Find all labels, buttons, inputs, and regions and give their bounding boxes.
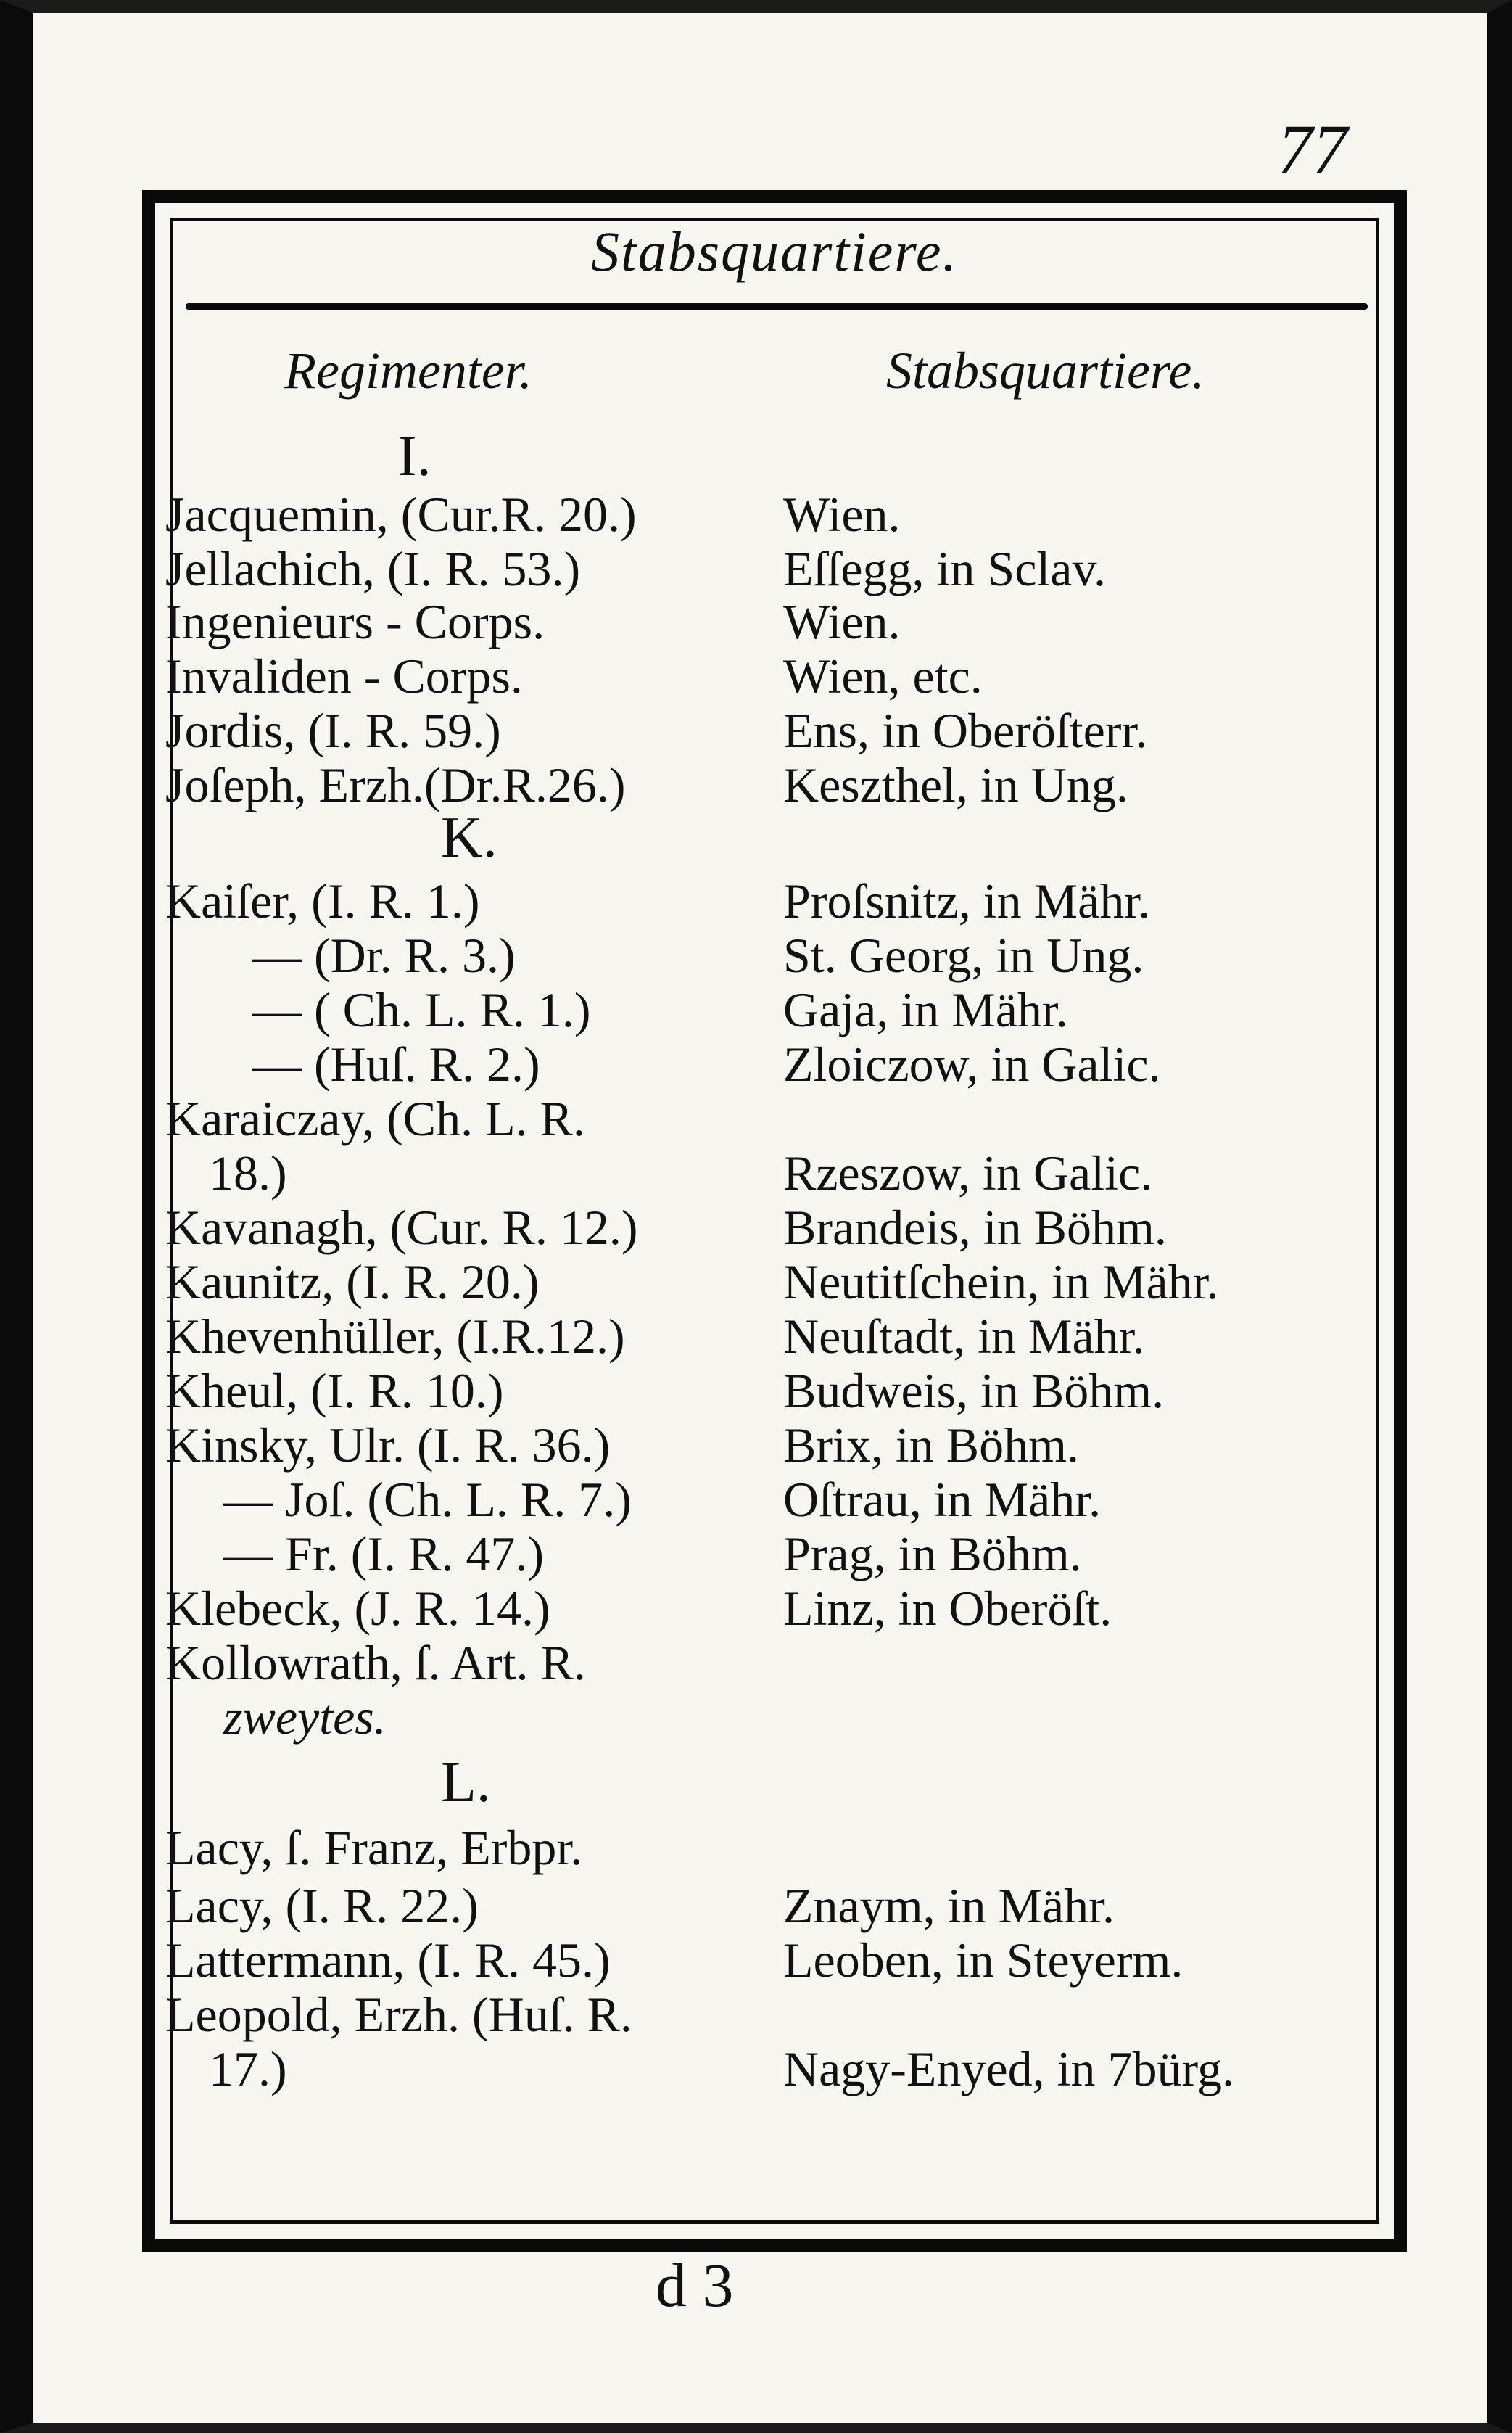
regiment-cell: 17.) bbox=[209, 2041, 287, 2096]
table-row bbox=[165, 1417, 1376, 1473]
headquarters-cell: Brandeis, in Böhm. bbox=[783, 1200, 1167, 1255]
table-row bbox=[165, 2041, 1376, 2097]
regiment-cell: Jacquemin, (Cur.R. 20.) bbox=[165, 487, 637, 542]
regiment-cell: Kinsky, Ulr. (I. R. 36.) bbox=[165, 1417, 611, 1473]
regiment-cell: Jellachich, (I. R. 53.) bbox=[165, 541, 581, 596]
headquarters-cell: Gaja, in Mähr. bbox=[783, 982, 1068, 1037]
table-row bbox=[165, 424, 1376, 488]
regiment-cell: K. bbox=[441, 806, 497, 870]
headquarters-cell: Wien. bbox=[783, 594, 901, 649]
table-row bbox=[165, 1932, 1376, 1988]
table-row bbox=[165, 1199, 1376, 1256]
regiment-cell: Kheul, (I. R. 10.) bbox=[165, 1363, 504, 1418]
table-row bbox=[165, 1090, 1376, 1147]
regiment-cell: Lattermann, (I. R. 45.) bbox=[165, 1932, 611, 1988]
headquarters-cell: Leoben, in Steyerm. bbox=[783, 1932, 1183, 1988]
header-rule bbox=[186, 303, 1368, 310]
table-row bbox=[165, 927, 1376, 984]
headquarters-cell: Budweis, in Böhm. bbox=[783, 1363, 1165, 1418]
table-row bbox=[165, 981, 1376, 1038]
table-row bbox=[165, 1986, 1376, 2043]
table-row bbox=[165, 540, 1376, 597]
regiment-cell: Kaunitz, (I. R. 20.) bbox=[165, 1254, 540, 1309]
table-row bbox=[165, 1362, 1376, 1419]
regiment-cell: Khevenhüller, (I.R.12.) bbox=[165, 1309, 625, 1364]
headquarters-cell: Wien, etc. bbox=[783, 649, 983, 704]
regiment-cell: Kavanagh, (Cur. R. 12.) bbox=[165, 1200, 638, 1255]
table-row bbox=[165, 1145, 1376, 1201]
regiment-cell: Lacy, ſ. Franz, Erbpr. bbox=[165, 1820, 583, 1875]
table-row bbox=[165, 1819, 1376, 1876]
table-row bbox=[165, 648, 1376, 704]
headquarters-cell: Ens, in Oberöſterr. bbox=[783, 703, 1148, 758]
headquarters-cell: Oſtrau, in Mähr. bbox=[783, 1472, 1102, 1527]
regiment-cell: L. bbox=[441, 1750, 491, 1814]
regiment-cell: Invaliden - Corps. bbox=[165, 649, 523, 704]
headquarters-cell: Eſſegg, in Sclav. bbox=[783, 541, 1107, 596]
table-row bbox=[165, 593, 1376, 650]
headquarters-cell: Proſsnitz, in Mähr. bbox=[783, 873, 1151, 929]
regiment-cell: Klebeck, (J. R. 14.) bbox=[165, 1581, 550, 1636]
headquarters-cell: Prag, in Böhm. bbox=[783, 1526, 1082, 1581]
regiment-cell: I. bbox=[397, 424, 431, 488]
column-header-regiments: Regimenter. bbox=[284, 342, 532, 400]
regiment-cell: Joſeph, Erzh.(Dr.R.26.) bbox=[165, 757, 626, 812]
table-row bbox=[165, 1689, 1376, 1745]
table-row bbox=[165, 1471, 1376, 1528]
table-row bbox=[165, 757, 1376, 813]
regiment-cell: Lacy, (I. R. 22.) bbox=[165, 1878, 479, 1933]
headquarters-cell: Rzeszow, in Galic. bbox=[783, 1145, 1153, 1201]
table-row bbox=[165, 873, 1376, 929]
headquarters-cell: Zloiczow, in Galic. bbox=[783, 1037, 1161, 1092]
headquarters-cell: Neutitſchein, in Mähr. bbox=[783, 1254, 1219, 1309]
regiment-cell: Ingenieurs - Corps. bbox=[165, 594, 545, 649]
table-row bbox=[165, 1634, 1376, 1691]
page-title: Stabsquartiere. bbox=[591, 220, 958, 283]
headquarters-cell: Brix, in Böhm. bbox=[783, 1417, 1080, 1473]
table-row bbox=[165, 1253, 1376, 1310]
headquarters-cell: Neuſtadt, in Mähr. bbox=[783, 1309, 1145, 1364]
regiment-cell: zweytes. bbox=[223, 1689, 387, 1745]
headquarters-cell: Wien. bbox=[783, 487, 901, 542]
regiment-cell: Karaiczay, (Ch. L. R. bbox=[165, 1091, 586, 1146]
regiment-cell: Kollowrath, ſ. Art. R. bbox=[165, 1635, 586, 1690]
table-row bbox=[165, 1036, 1376, 1092]
regiment-cell: — Joſ. (Ch. L. R. 7.) bbox=[223, 1472, 632, 1527]
page-number: 77 bbox=[1278, 110, 1347, 188]
table-row bbox=[165, 1526, 1376, 1582]
regiment-cell: Kaiſer, (I. R. 1.) bbox=[165, 873, 480, 929]
table-row bbox=[165, 1308, 1376, 1364]
regiment-cell: 18.) bbox=[209, 1145, 287, 1201]
headquarters-cell: St. Georg, in Ung. bbox=[783, 928, 1144, 983]
table-row bbox=[165, 1877, 1376, 1934]
table-row bbox=[165, 702, 1376, 759]
headquarters-cell: Linz, in Oberöſt. bbox=[783, 1581, 1112, 1636]
headquarters-cell: Znaym, in Mähr. bbox=[783, 1878, 1115, 1933]
headquarters-cell: Keszthel, in Ung. bbox=[783, 757, 1128, 812]
table-row bbox=[165, 486, 1376, 543]
table-row bbox=[165, 1750, 1376, 1814]
table-row bbox=[165, 806, 1376, 870]
column-header-headquarters: Stabsquartiere. bbox=[886, 342, 1205, 400]
signature-mark: d 3 bbox=[656, 2250, 734, 2320]
table-row bbox=[165, 1580, 1376, 1637]
regiment-cell: — (Dr. R. 3.) bbox=[252, 928, 516, 983]
regiment-cell: — Fr. (I. R. 47.) bbox=[223, 1526, 544, 1581]
regiment-cell: — (Huſ. R. 2.) bbox=[252, 1037, 540, 1092]
headquarters-cell: Nagy-Enyed, in 7bürg. bbox=[783, 2041, 1234, 2096]
regiment-cell: — ( Ch. L. R. 1.) bbox=[252, 982, 591, 1037]
regiment-cell: Leopold, Erzh. (Huſ. R. bbox=[165, 1987, 632, 2042]
regiment-cell: Jordis, (I. R. 59.) bbox=[165, 703, 501, 758]
